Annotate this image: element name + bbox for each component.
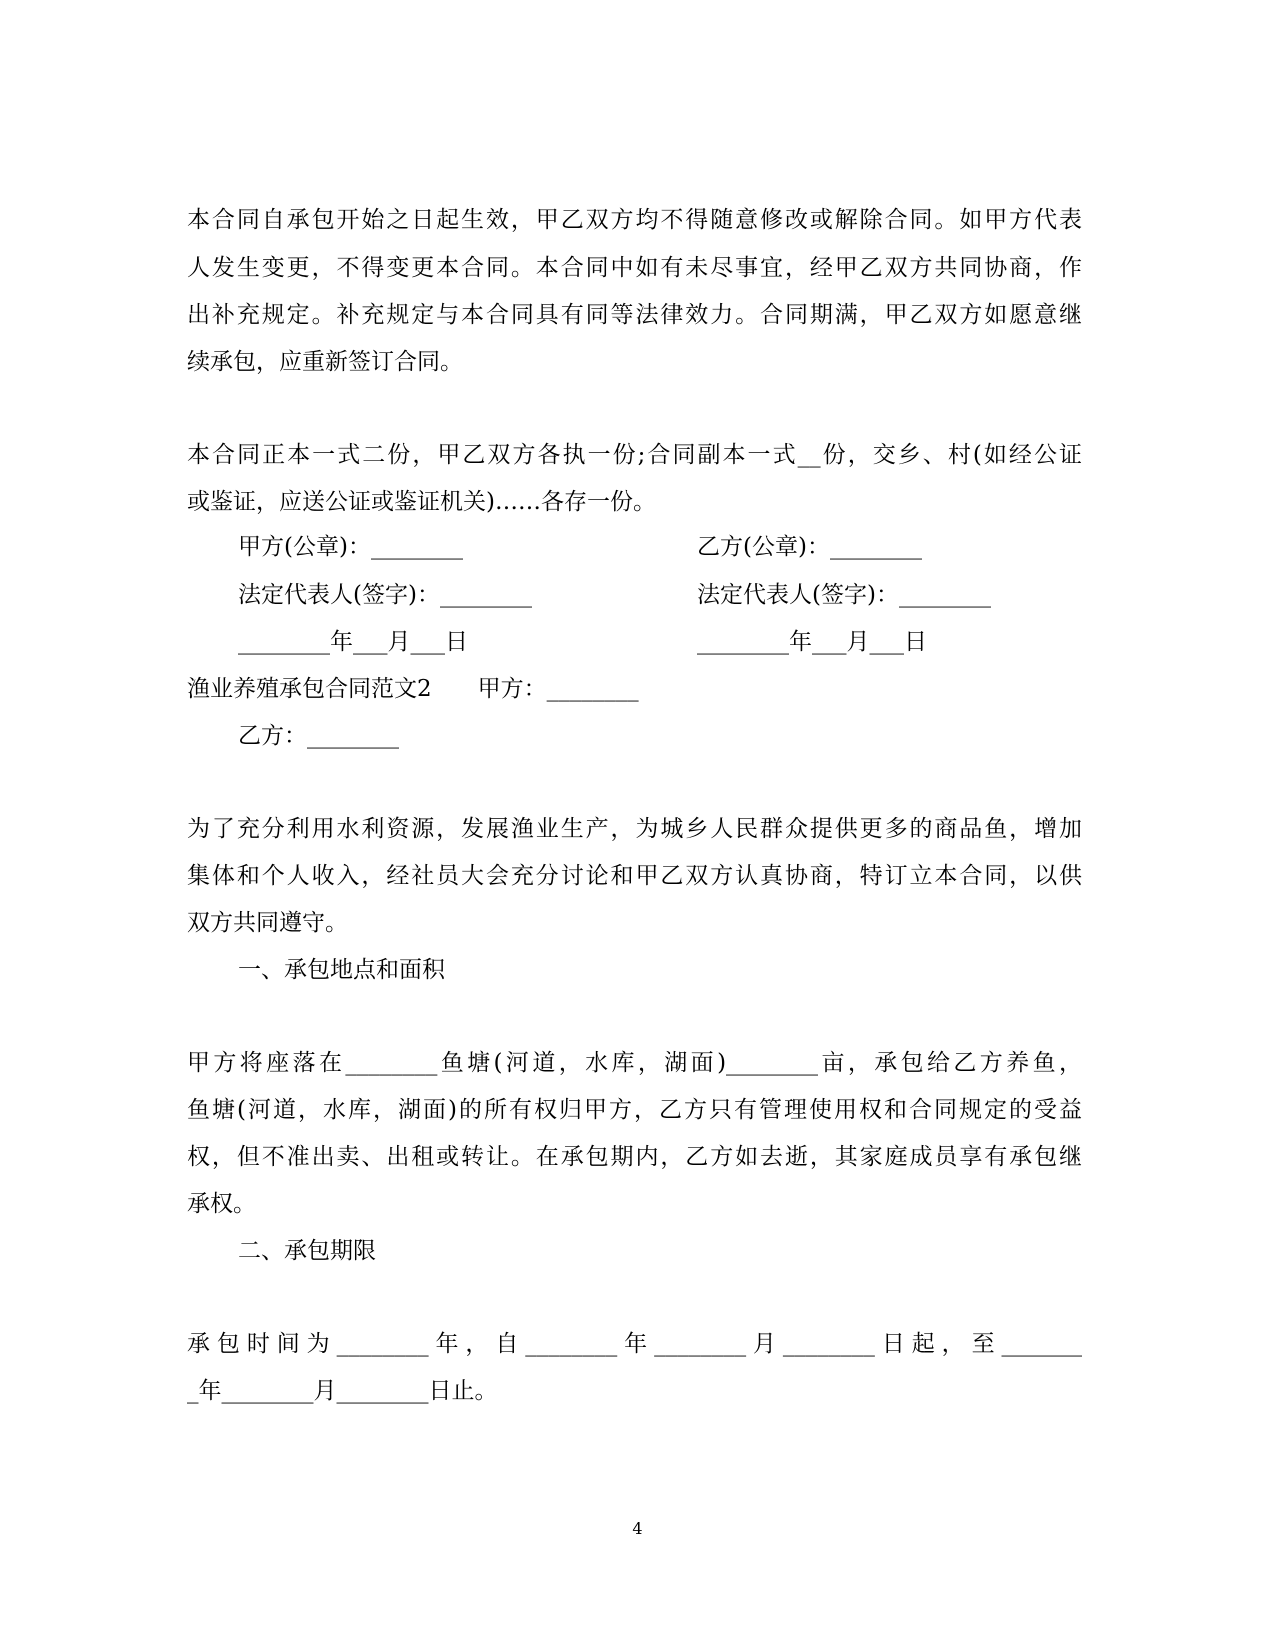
page-number: 4 xyxy=(632,1519,643,1538)
party-b-date-line: ________年___月___日 xyxy=(697,629,927,655)
section-1-paragraph-line: 承权。 xyxy=(187,1191,256,1217)
section-2-paragraph-line: 承包时间为________年，自________年________月________日起，至_______ xyxy=(187,1331,1082,1357)
purpose-paragraph-line: 双方共同遵守。 xyxy=(187,910,348,936)
section-2-heading: 二、承包期限 xyxy=(238,1238,376,1264)
party-b-representative-line: 法定代表人(签字)：________ xyxy=(697,582,991,608)
copies-paragraph-line: 本合同正本一式二份，甲乙双方各执一份;合同副本一式__份，交乡、村(如经公证 xyxy=(187,442,1082,468)
party-a-date-line: ________年___月___日 xyxy=(238,629,468,655)
copies-paragraph-line: 或鉴证，应送公证或鉴证机关)……各存一份。 xyxy=(187,489,656,515)
party-a-seal-line: 甲方(公章)：________ xyxy=(238,534,463,560)
section-1-heading: 一、承包地点和面积 xyxy=(238,957,445,983)
section-2-paragraph-line: _年________月________日止。 xyxy=(187,1378,498,1404)
section-1-paragraph-line: 权，但不准出卖、出租或转让。在承包期内，乙方如去逝，其家庭成员享有承包继 xyxy=(187,1144,1082,1170)
section-1-paragraph-line: 鱼塘(河道，水库，湖面)的所有权归甲方，乙方只有管理使用权和合同规定的受益 xyxy=(187,1097,1082,1123)
effect-paragraph-line: 出补充规定。补充规定与本合同具有同等法律效力。合同期满，甲乙双方如愿意继 xyxy=(187,302,1082,328)
section-1-paragraph-line: 甲方将座落在________鱼塘(河道，水库，湖面)________亩，承包给乙方养鱼， xyxy=(187,1050,1082,1076)
purpose-paragraph-line: 为了充分利用水利资源，发展渔业生产，为城乡人民群众提供更多的商品鱼，增加 xyxy=(187,816,1082,842)
effect-paragraph-line: 本合同自承包开始之日起生效，甲乙双方均不得随意修改或解除合同。如甲方代表 xyxy=(187,207,1082,233)
effect-paragraph-line: 人发生变更，不得变更本合同。本合同中如有未尽事宜，经甲乙双方共同协商，作 xyxy=(187,255,1082,281)
effect-paragraph-line: 续承包，应重新签订合同。 xyxy=(187,349,463,375)
party-b-seal-line: 乙方(公章)：________ xyxy=(697,534,922,560)
party-a-representative-line: 法定代表人(签字)：________ xyxy=(238,582,532,608)
purpose-paragraph-line: 集体和个人收入，经社员大会充分讨论和甲乙双方认真协商，特订立本合同，以供 xyxy=(187,863,1082,889)
second-contract-title-line: 渔业养殖承包合同范文2 甲方：________ xyxy=(187,676,639,702)
second-contract-party-b-line: 乙方：________ xyxy=(238,723,399,749)
